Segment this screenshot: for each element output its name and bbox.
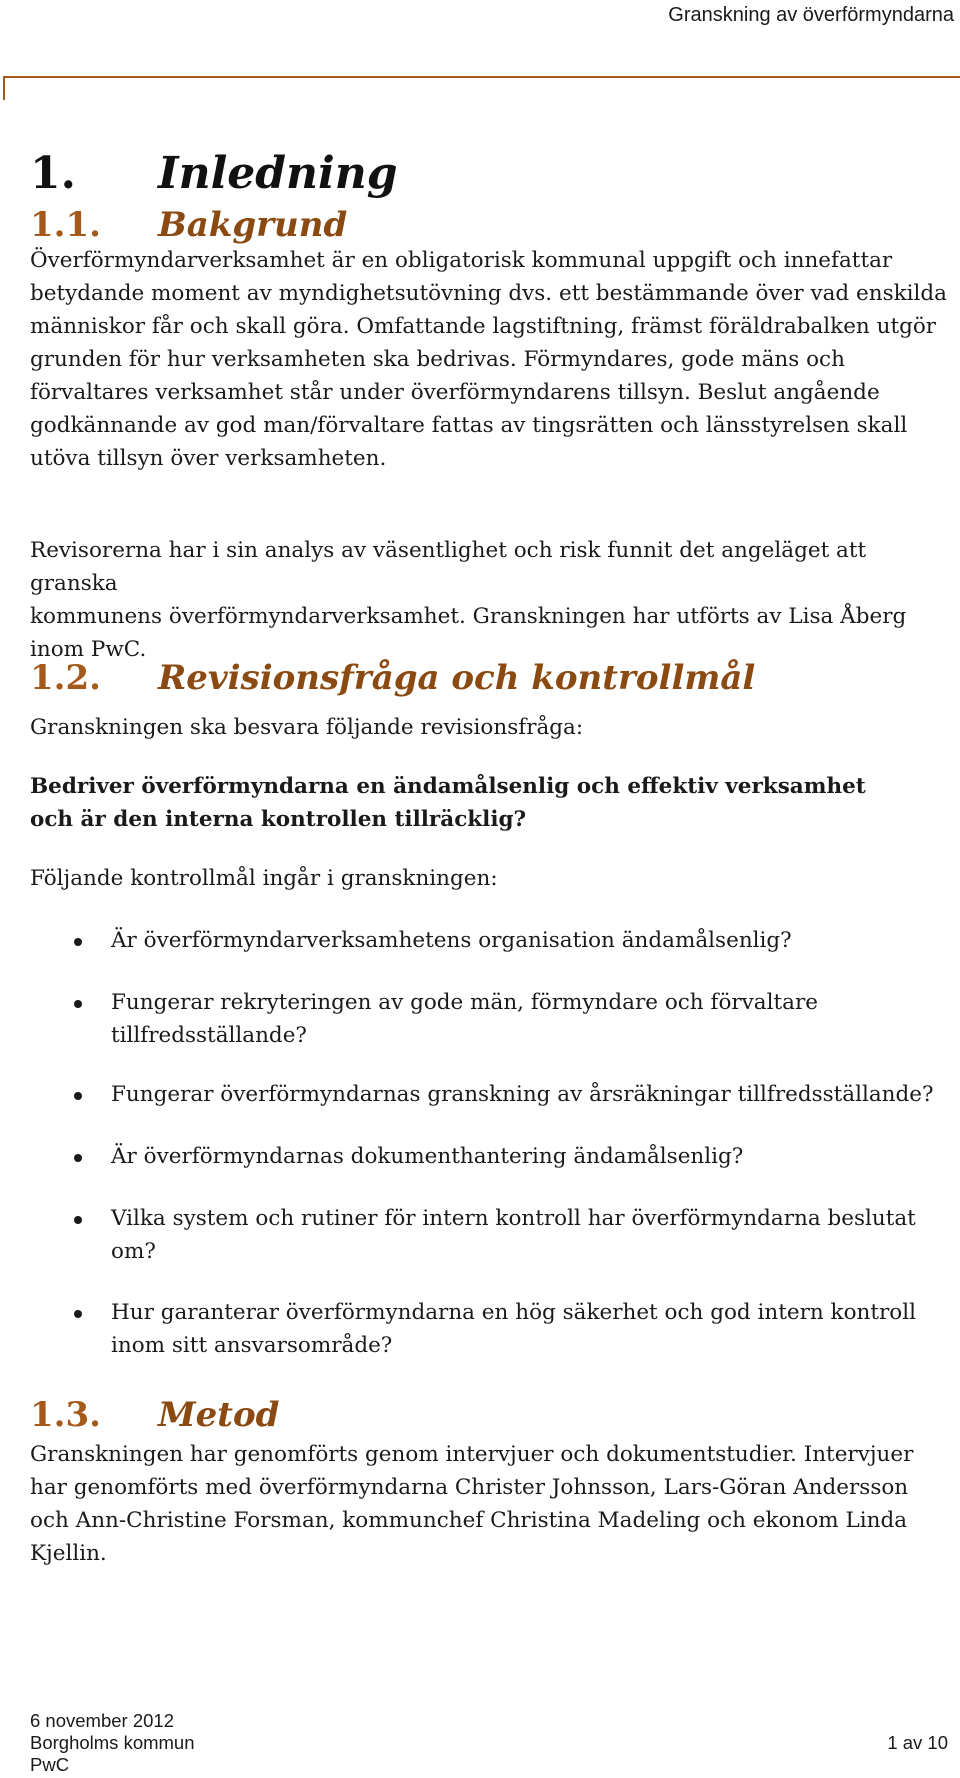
bullet-icon (74, 938, 82, 946)
text-line: förvaltares verksamhet står under överförmyndarens tillsyn. Beslut angående (30, 380, 880, 405)
text-line: betydande moment av myndighetsutövning dvs. ett bestämmande över vad enskilda (30, 281, 947, 306)
section-heading-bakgrund (30, 205, 348, 245)
section-title: Revisionsfråga och kontrollmål (158, 658, 756, 698)
list-item-text: Är överförmyndarnas dokumenthantering ändamålsenlig? (111, 1144, 744, 1169)
metod-paragraph (30, 1438, 950, 1570)
page-number: 1 av 10 (887, 1732, 948, 1753)
text-line: Granskningen har genomförts genom intervjuer och dokumentstudier. Intervjuer (30, 1442, 914, 1467)
revisionsfraga-intro: Granskningen ska besvara följande revisionsfråga: (30, 715, 584, 740)
list-item (30, 986, 950, 1052)
text-line: kommunens överförmyndarverksamhet. Granskningen har utförts av Lisa Åberg (30, 604, 907, 629)
list-item (30, 924, 950, 957)
text-line: och Ann-Christine Forsman, kommunchef Christina Madeling och ekonom Linda (30, 1508, 908, 1533)
section-title: Bakgrund (158, 205, 348, 245)
bullet-icon (74, 1310, 82, 1318)
list-item (30, 1202, 950, 1268)
section-heading-metod (30, 1395, 280, 1435)
list-item-text: Är överförmyndarverksamhetens organisation ändamålsenlig? (111, 928, 792, 953)
text-line: Kjellin. (30, 1541, 107, 1566)
bullet-icon (74, 1154, 82, 1162)
section-number: 1.3. (30, 1395, 101, 1435)
revisionsfraga-question (30, 770, 950, 836)
bullet-icon (74, 1216, 82, 1224)
bullet-icon (74, 1092, 82, 1100)
list-item-text: Fungerar rekryteringen av gode män, förmyndare och förvaltare tillfredsställande? (111, 990, 818, 1048)
text-line: godkännande av god man/förvaltare fattas av tingsrätten och länsstyrelsen skall (30, 413, 908, 438)
list-item (30, 1078, 950, 1111)
section-title: Metod (158, 1395, 280, 1435)
list-item-text: Fungerar överförmyndarnas granskning av årsräkningar tillfredsställande? (111, 1082, 934, 1107)
page-footer (30, 1710, 950, 1776)
footer-date: 6 november 2012 (30, 1710, 174, 1731)
footer-organization: Borgholms kommun (30, 1732, 195, 1753)
list-item (30, 1296, 950, 1362)
header-rule (3, 76, 960, 100)
section-heading-revisionsfraga (30, 658, 756, 698)
text-line: inom PwC. (30, 637, 147, 662)
bullet-icon (74, 1000, 82, 1008)
list-item-text: Vilka system och rutiner för intern kontroll har överförmyndarna beslutat om? (111, 1206, 916, 1264)
list-item (30, 1140, 950, 1173)
text-line: utöva tillsyn över verksamheten. (30, 446, 387, 471)
bakgrund-paragraph-2 (30, 534, 950, 666)
text-line: Bedriver överförmyndarna en ändamålsenlig och effektiv verksamhet (30, 774, 866, 799)
text-line: Revisorerna har i sin analys av väsentlighet och risk funnit det angeläget att granska (30, 538, 867, 596)
text-line: Överförmyndarverksamhet är en obligatorisk kommunal uppgift och innefattar (30, 248, 893, 273)
bakgrund-paragraph-1 (30, 244, 950, 475)
page-header-title: Granskning av överförmyndarna (668, 4, 954, 26)
list-item-text: Hur garanterar överförmyndarna en hög säkerhet och god intern kontroll inom sitt ansvarsområde? (111, 1300, 916, 1358)
chapter-title: Inledning (158, 148, 398, 199)
footer-company: PwC (30, 1754, 70, 1775)
text-line: grunden för hur verksamheten ska bedrivas. Förmyndares, gode mäns och (30, 347, 845, 372)
kontrollmal-intro: Följande kontrollmål ingår i granskningen: (30, 866, 498, 891)
chapter-heading (30, 148, 398, 199)
section-number: 1.1. (30, 205, 101, 245)
text-line: och är den interna kontrollen tillräcklig? (30, 807, 527, 832)
chapter-number: 1. (30, 148, 76, 199)
text-line: har genomförts med överförmyndarna Christer Johnsson, Lars-Göran Andersson (30, 1475, 909, 1500)
section-number: 1.2. (30, 658, 101, 698)
text-line: människor får och skall göra. Omfattande lagstiftning, främst föräldrabalken utgör (30, 314, 937, 339)
